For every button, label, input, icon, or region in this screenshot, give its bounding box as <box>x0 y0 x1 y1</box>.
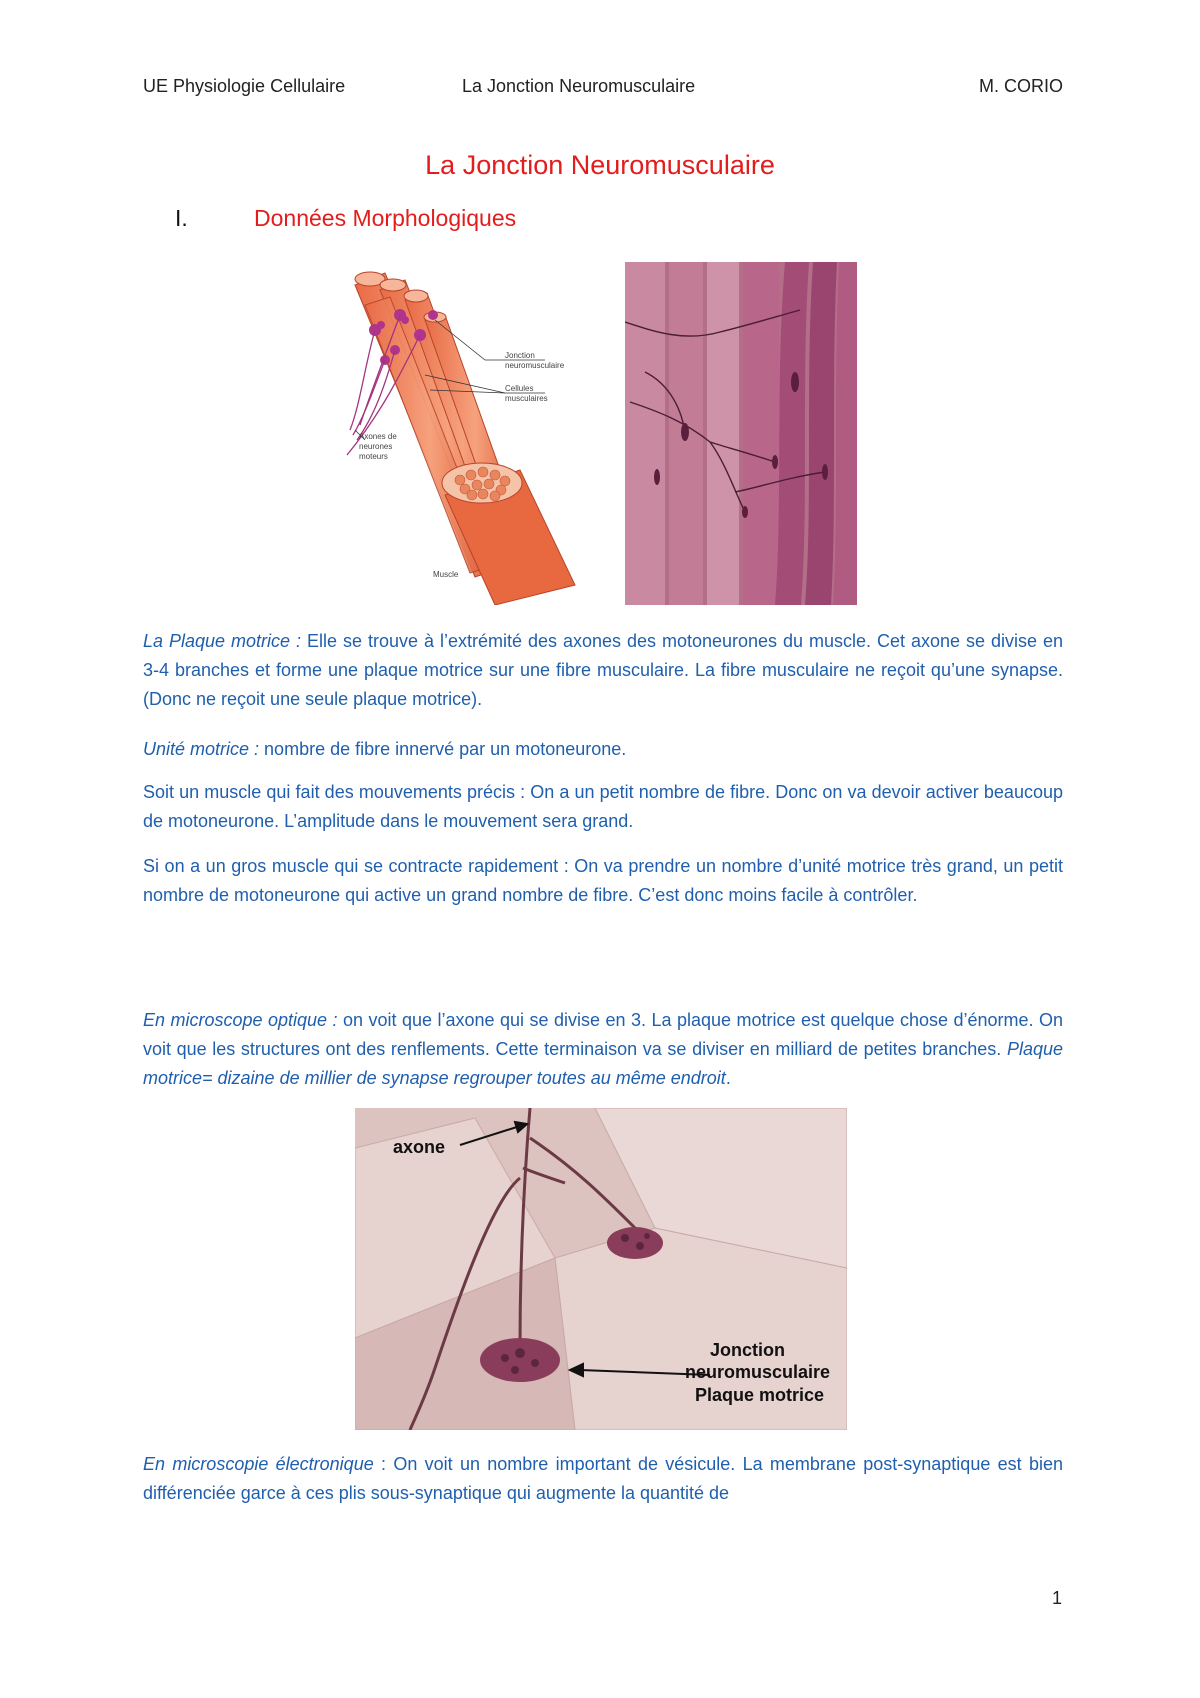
section-number: I. <box>175 205 188 231</box>
plaque-text: Elle se trouve à l’extrémité des axones des motoneurones du muscle. Cet axone se divise en 3-4 branches et forme une plaque motrice sur une fibre musculaire. La fibre musculaire ne reçoit qu’une synapse. (Donc ne reçoit une seule plaque motrice). <box>143 631 1063 709</box>
label-axone: axone <box>393 1137 446 1157</box>
plaque-label: La Plaque motrice : <box>143 631 302 651</box>
label-jonction-line3: Plaque motrice <box>695 1385 825 1405</box>
optique-text: on voit que l’axone qui se divise en 3. La plaque motrice est quelque chose d’énorme. On voit que les structures ont des renflements. Cette terminaison va se diviser en milliard de petites branches. <box>143 1010 1064 1059</box>
label-muscle: Muscle <box>433 570 459 579</box>
label-jonction-line1: Jonction <box>710 1340 785 1360</box>
svg-text:neuromusculaire: neuromusculaire <box>505 361 565 370</box>
document-title: La Jonction Neuromusculaire <box>425 150 775 180</box>
optique-label: En microscope optique : <box>143 1010 338 1030</box>
electro-text: : On voit un nombre important de vésicule. La membrane post-synaptique est bien différenciée garce à ces plis sous-synaptique qui augmente la quantité de <box>143 1454 1063 1503</box>
label-jonction-line2: neuromusculaire <box>685 1362 831 1382</box>
header-center: La Jonction Neuromusculaire <box>462 76 696 96</box>
optical-micrograph-figure <box>355 1108 847 1430</box>
paragraph-muscle-precis: Soit un muscle qui fait des mouvements précis : On a un petit nombre de fibre. Donc on va devoir activer beaucoup de motoneurone. L’amplitude dans le mouvement sera grand. <box>143 782 1063 831</box>
header-right: M. CORIO <box>979 76 1063 96</box>
paragraph-plaque-motrice <box>143 627 1063 714</box>
label-junction: Jonction <box>505 351 535 360</box>
page-number: 1 <box>1051 1588 1062 1608</box>
header-left: UE Physiologie Cellulaire <box>143 76 346 96</box>
paragraph-microscopie-electronique <box>143 1450 1063 1508</box>
electro-label: En microscopie électronique <box>143 1454 374 1474</box>
histology-micrograph <box>625 262 857 605</box>
section-title: Données Morphologiques <box>254 205 517 231</box>
page-header <box>143 76 1063 100</box>
paragraph-gros-muscle: Si on a un gros muscle qui se contracte rapidement : On va prendre un nombre d’unité motrice très grand, un petit nombre de motoneurone qui active un grand nombre de fibre. C’est donc moins facile à contrôler. <box>143 856 1063 905</box>
unite-text: nombre de fibre innervé par un motoneurone. <box>259 739 627 759</box>
unite-label: Unité motrice : <box>143 739 260 759</box>
svg-text:musculaires: musculaires <box>505 394 548 403</box>
muscle-diagram-figure <box>345 265 605 605</box>
paragraph-microscope-optique: En microscope optique : on voit que l’axone qui se divise en 3. La plaque motrice est quelque chose d’énorme. On voit que les structures ont des renflements. Cette terminaison va se diviser en milliard de petites branches. Plaque motrice= dizaine de millier de synapse regrouper toutes au même endroit. <box>143 1010 1064 1088</box>
label-axons: Axones de <box>359 432 397 441</box>
svg-text:moteurs: moteurs <box>359 452 388 461</box>
label-cells: Cellules <box>505 384 534 393</box>
paragraph-unite-motrice <box>143 735 1063 764</box>
svg-text:neurones: neurones <box>359 442 393 451</box>
optique-italic: Plaque motrice= dizaine de millier de synapse regrouper toutes au même endroit <box>143 1039 1063 1088</box>
